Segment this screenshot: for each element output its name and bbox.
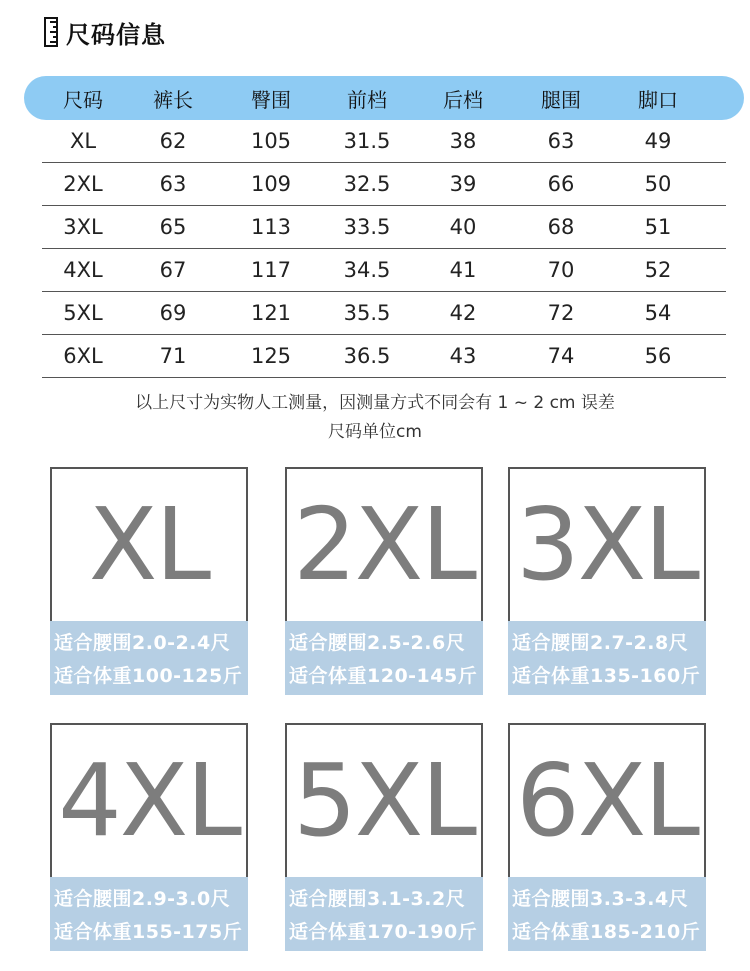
page-title: 尺码信息: [66, 20, 166, 49]
measurement-cell: 63: [547, 129, 575, 153]
column-header: 脚口: [638, 87, 678, 112]
size-cell: 3XL: [63, 215, 103, 239]
size-box: [285, 467, 483, 623]
measurement-cell: 66: [547, 172, 575, 196]
measurement-cell: 65: [159, 215, 187, 239]
measurement-cell: 69: [159, 301, 187, 325]
measurement-cell: 63: [159, 172, 187, 196]
size-table: [42, 76, 726, 378]
waist-fit: 适合腰围2.5-2.6尺: [289, 632, 466, 654]
table-row: [42, 292, 726, 335]
measurement-cell: 38: [449, 129, 477, 153]
size-label: 3XL: [516, 486, 698, 603]
size-card: [50, 723, 246, 951]
fit-info: [285, 877, 483, 951]
measurement-cell: 68: [547, 215, 575, 239]
fit-info: [50, 621, 248, 695]
measurement-cell: 117: [250, 258, 292, 282]
measurement-cell: 113: [250, 215, 292, 239]
measurement-cell: 70: [547, 258, 575, 282]
fit-info: [285, 621, 483, 695]
measurement-cell: 74: [547, 344, 575, 368]
size-card: [50, 467, 246, 695]
column-header: 前档: [347, 87, 387, 112]
weight-fit: 适合体重170-190斤: [289, 921, 478, 943]
weight-fit: 适合体重135-160斤: [512, 665, 701, 687]
fit-info: [508, 621, 706, 695]
measurement-cell: 52: [644, 258, 672, 282]
measurement-cell: 109: [250, 172, 292, 196]
measurement-cell: 36.5: [343, 344, 391, 368]
column-header: 后档: [443, 87, 483, 112]
size-box: [285, 723, 483, 879]
size-box: [50, 723, 248, 879]
size-box: [50, 467, 248, 623]
size-card: [508, 467, 704, 695]
unit-note: 尺码单位cm: [328, 422, 422, 442]
measurement-cell: 39: [449, 172, 477, 196]
size-label: 2XL: [293, 486, 475, 603]
measurement-cell: 54: [644, 301, 672, 325]
measurement-cell: 71: [159, 344, 187, 368]
table-row: [42, 206, 726, 249]
column-header: 腿围: [541, 87, 581, 112]
table-row: [42, 249, 726, 292]
measurement-cell: 121: [250, 301, 292, 325]
weight-fit: 适合体重100-125斤: [54, 665, 243, 687]
table-row: [42, 335, 726, 378]
waist-fit: 适合腰围2.0-2.4尺: [54, 632, 231, 654]
waist-fit: 适合腰围3.1-3.2尺: [289, 888, 466, 910]
measurement-cell: 67: [159, 258, 187, 282]
size-cell: 2XL: [63, 172, 103, 196]
measurement-cell: 31.5: [343, 129, 391, 153]
measurement-cell: 34.5: [343, 258, 391, 282]
measurement-cell: 56: [644, 344, 672, 368]
size-card: [508, 723, 704, 951]
measurement-cell: 42: [449, 301, 477, 325]
fit-info: [50, 877, 248, 951]
size-cell: XL: [69, 129, 97, 153]
ruler-icon: [44, 17, 58, 47]
size-card: [285, 723, 481, 951]
size-card: [285, 467, 481, 695]
section-header: [44, 14, 166, 50]
measurement-cell: 125: [250, 344, 292, 368]
table-row: [42, 120, 726, 163]
measurement-cell: 51: [644, 215, 672, 239]
measurement-cell: 43: [449, 344, 477, 368]
measurement-cell: 35.5: [343, 301, 391, 325]
measurement-cell: 50: [644, 172, 672, 196]
measurement-cell: 72: [547, 301, 575, 325]
table-row: [42, 163, 726, 206]
column-header: 臀围: [251, 87, 291, 112]
column-header: 尺码: [63, 87, 103, 112]
table-body: [42, 120, 726, 378]
fit-info: [508, 877, 706, 951]
size-label: XL: [88, 486, 210, 603]
weight-fit: 适合体重155-175斤: [54, 921, 243, 943]
measurement-note: 以上尺寸为实物人工测量，因测量方式不同会有 1 ~ 2 cm 误差: [135, 393, 615, 413]
measurement-cell: 40: [449, 215, 477, 239]
waist-fit: 适合腰围2.9-3.0尺: [54, 888, 231, 910]
size-label: 6XL: [516, 742, 698, 859]
size-cell: 5XL: [63, 301, 103, 325]
waist-fit: 适合腰围2.7-2.8尺: [512, 632, 689, 654]
size-cell: 6XL: [63, 344, 103, 368]
measurement-cell: 62: [159, 129, 187, 153]
weight-fit: 适合体重120-145斤: [289, 665, 478, 687]
measurement-cell: 32.5: [343, 172, 391, 196]
size-label: 4XL: [58, 742, 240, 859]
measurement-cell: 33.5: [343, 215, 391, 239]
size-box: [508, 723, 706, 879]
measurement-cell: 105: [250, 129, 292, 153]
size-cell: 4XL: [63, 258, 103, 282]
column-header: 裤长: [153, 87, 193, 112]
table-header: [24, 76, 744, 120]
weight-fit: 适合体重185-210斤: [512, 921, 701, 943]
size-box: [508, 467, 706, 623]
waist-fit: 适合腰围3.3-3.4尺: [512, 888, 689, 910]
measurement-cell: 49: [644, 129, 672, 153]
measurement-cell: 41: [449, 258, 477, 282]
size-label: 5XL: [293, 742, 475, 859]
